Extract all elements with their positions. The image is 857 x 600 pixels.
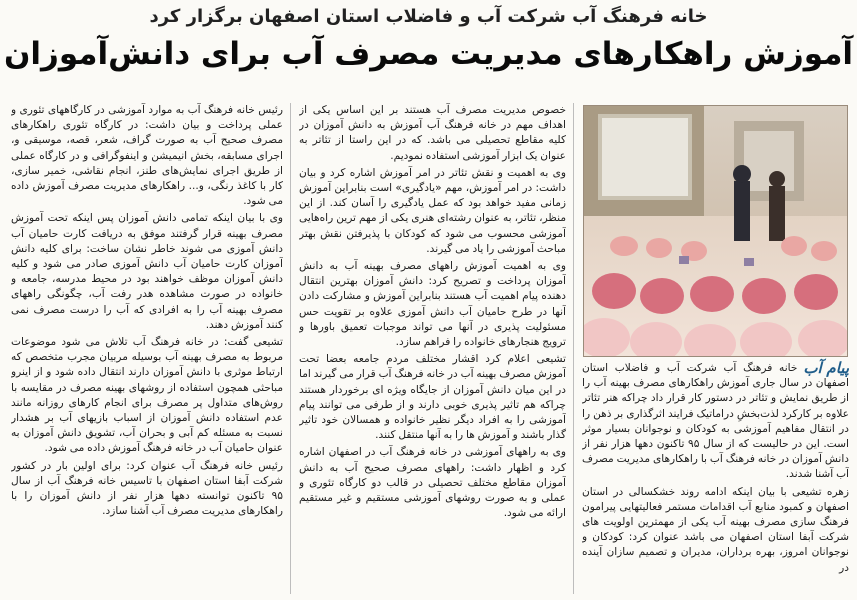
article-paragraph: رئیس خانه فرهنگ آب عنوان کرد: برای اولین بار در کشور شرکت آبفا استان اصفهان با تاسیس خانه فرهنگ آب از سال ۹۵ تاکنون توانسته دهها هزار نفر از دانش آموزان را با راهکارهای مدیریت مصرف آب آشنا سازد. — [11, 459, 283, 518]
article-paragraph: خصوص مدیریت مصرف آب هستند بر این اساس یکی از اهداف مهم در خانه فرهنگ آب آموزش به دانش آموزان در کلیه مقاطع تحصیلی می باشد. که در این راستا از تئاتر به عنوان یک ابزار آموزشی استفاده نمودیم. — [299, 104, 566, 162]
article-paragraph: تشیعی اعلام کرد اقشار مختلف مردم جامعه بعضا تحت آموزش مصرف بهینه آب در خانه فرهنگ آب قرار می گیرند اما در این میان دانش آموزان از جایگاه ویژه ای برخوردار هستند چراکه هم تاثیر پذیری خوبی دارند و از طرفی می توانند پیام آموزشی را به افراد دیگر نظیر خانواده و همسالان خود تاثیر گذار باشند و آموزش ها را به آنها منتقل کنند. — [299, 353, 566, 442]
article-paragraph: وی به اهمیت و نقش تئاتر در امر آموزش اشاره کرد و بیان داشت: در امر آموزش، مهم «یادگیری» است بنابراین آموزش زمانی مفید خواهد بود که عمل یادگیری را آسان کند. از این منظر، تئاتر، به عنوان رشته‌ای هنری یکی از مهم ترین راه‌هایی آموزشی محسوب می شود که کودکان با پذیرفتن نقش بهتر مباحث آموزشی را یاد می گیرند. — [299, 166, 566, 255]
article-paragraph: وی به اهمیت آموزش راههای مصرف بهینه آب به دانش آموزان پرداخت و تصریح کرد: دانش آموزان بهترین انتقال دهنده پیام اهمیت آب هستند بنابراین آموزش و مشارکت دادن آنها در طرح حامیان آب دانش آموزی علاوه بر تقویت حس مسئولیت پذیری در آنها می تواند موجبات تعمیق باورها و ترویج هنجارهای خانواده را فراهم سازد. — [299, 260, 566, 349]
kicker-title: خانه فرهنگ آب شرکت آب و فاضلاب استان اصفهان برگزار کرد — [149, 6, 708, 27]
classroom-photo — [583, 105, 848, 357]
classroom-photo-art — [584, 106, 847, 356]
article-column-left — [11, 103, 283, 600]
article-column-middle — [299, 103, 566, 600]
column-divider — [573, 103, 574, 594]
column-divider — [290, 103, 291, 594]
headline: آموزش راهکارهای مدیریت مصرف آب برای دانش‌آموزان — [3, 36, 854, 72]
article-paragraph: رئیس خانه فرهنگ آب به موارد آموزشی در کارگاههای تئوری و عملی پرداخت و بیان داشت: در کارگاه تئوری راهکارهای مصرف صحیح آب به صورت گراف، شعر، قصه، موسیقی و، اجرای مسابقه، بخش انیمیشن و اینفوگرافی و در کارگاه عملی از طریق اجرای نمایش‌های طنز، انجام نقاشی، خمیر سازی، کار با کاغذ رنگی، و... راهکارهای مدیریت مصرف آموزش داده می شود. — [11, 104, 283, 208]
article-paragraph: وی با بیان اینکه تمامی دانش آموزان پس اینکه تحت آموزش مصرف بهینه قرار گرفتند موفق به دریافت کارت حامیان آب دانش آموزی می شوند خاطر نشان ساخت: برای کلیه دانش آموزان کارت حامیان آب دانش آموزی صادر می شود و کلیه دانش آموزان موظف خواهند بود در محیط مدرسه، جامعه و خانواده در صورت مشاهده هدر رفت آب، چگونگی راههای مصرف بهینه آب را به افرادی که آب را درست مصرف نمی کنند آموزش دهند. — [11, 212, 283, 331]
article-paragraph: وی به راههای آموزشی در خانه فرهنگ آب در اصفهان اشاره کرد و اظهار داشت: راههای مصرف صحیح آب به دانش آموزان مقاطع مختلف تحصیلی در قالب دو کارگاه تئوری و عملی و به صورت روشهای آموزشی مستقیم و غیر مستقیم ارائه می شود. — [299, 446, 566, 520]
newspaper-logo: پیام آب — [803, 359, 849, 377]
photo-caption-text: خانه فرهنگ آب شرکت آب و فاضلاب استان اصفهان در سال جاری آموزش راهکارهای مصرف بهینه آب را از طریق نمایش و تئاتر در دستور کار قرار داد چراکه هنر تئاتر علاوه بر کارکرد لذت‌بخشِ دراماتیک فرایند اثرگذاری بر ذهن را در انتقال مفاهیم آموزشی به کودکان و نوجوانان بسیار موثر است. این در حالیست که از سال ۹۵ تاکنون دهها هزار نفر از دانش آموزان در خانه فرهنگ آب با راهکارهای مدیریت مصرف آب آشنا شدند. — [582, 362, 849, 481]
article-column-right — [582, 103, 849, 600]
article-paragraph: تشیعی گفت: در خانه فرهنگ آب تلاش می شود موضوعات مربوط به مصرف بهینه آب بوسیله مربیان مجرب متخصص که ارتباط موثری با دانش آموزان دارند انتقال داده شود و از اینرو مباحثی همچون استفاده از روشهای بهینه مصرف در مقایسه با روش‌های متداول پر مصرف برای انجام کارهای روزانه مانند عدم استفاده دانش آموزان از اسباب بازیهای آب بر هشدار نسبت به مسئله کم آبی و بحران آب، تشویق دانش آموزان به عنوان حامیان آب در خانه فرهنگ آموزش داده می شود. — [11, 336, 283, 455]
article-paragraph: زهره تشیعی با بیان اینکه ادامه روند خشکسالی در استان اصفهان و کمبود منابع آب اقدامات مستمر فعالیتهایی پیرامون فرهنگ سازی مصرف بهینه آب یکی از مهمترین اولویت های شرکت آبفا استان اصفهان می باشد عنوان کرد: کودکان و نوجوانان امروز، بهره برداران، مدیران و تصمیم سازان آینده در — [582, 485, 849, 574]
